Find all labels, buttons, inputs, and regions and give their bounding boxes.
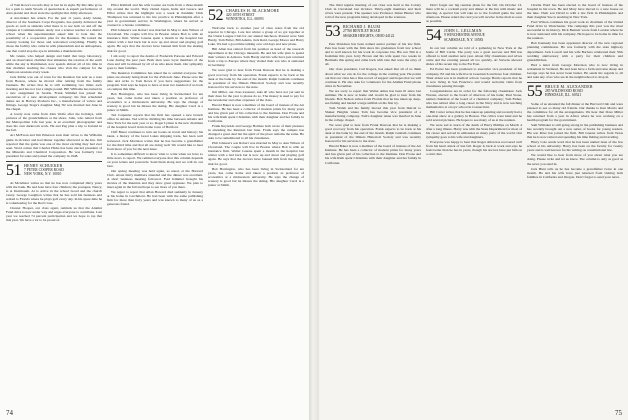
address-line: 27760 BENTLEY ROAD bbox=[343, 29, 381, 34]
class-header-53 bbox=[325, 22, 421, 39]
paragraph: Bill Allen has retired from his position as head of the research department at the Chicago museum. He and his wife plan to spend their winters in Arizona. Sam Hardy and his wife have just returned from a trip to Europe where they visited their son who is stationed in Germany. bbox=[208, 47, 304, 68]
paragraph: Tom Walsh and his family moved this year from Detroit to Shaker Heights where Tom has become vice president of a manufacturing company. Tom's daughter Anne was married in June in the college chapel. bbox=[325, 105, 421, 123]
paragraph: Ed Porter has been promoted to executive vice president of his company. Ed and his wife live in Greenwich and have four children. Their eldest son is in medical school. George Harris reports that he is now living in San Francisco and would welcome visits from classmates passing through. bbox=[426, 67, 522, 88]
paragraph: Bob Harrington, who has been living in Switzerland for ten years, has come home and taken a position as professor of economics at a midwestern university. He says the change of scenery is good but he misses the skiing. His daughter Carol is a junior at Smith. bbox=[107, 91, 203, 113]
paragraph: Jack Kibbe was out of town for the Reunion but sent us a note from Boston, where he moved after retiring from the family business. He writes that he is still swimming two miles each morning and has not lost a single pound. Bill Williams has turned in a new assignment in Seattle. Frank Stimmel has joined the executives of a new development company; his first scheduled duties are in Harvey Products Inc., a manufacturer of valves and fittings. George Stage's daughter Meg '82 was married last June in the chapel. bbox=[6, 74, 102, 112]
address-line: 9 WINCHESTER AVENUE bbox=[444, 33, 485, 38]
class-number: 55 bbox=[527, 82, 542, 100]
paragraph: Bob Kennedy has been appointed director of the new regional planning commission. He was formerly with the state highway department. Jack Lowell and his wife Barbara celebrated their 35th wedding anniversary with a party for their children and grandchildren. bbox=[527, 41, 623, 62]
right-column-3 bbox=[527, 3, 623, 411]
class-number: 51 bbox=[6, 161, 21, 179]
page-gutter bbox=[309, 0, 319, 420]
class-secretary-name: JOHN L. LELLMAN bbox=[444, 28, 482, 34]
paragraph: Welcome back to another year of class notes from the old reporter in Chicago. Late last winter a group of us got together at the Union League Club for our annual luncheon. Present were Sam Hardy, Tom Fuller, Bill Adams, Jack Reid, George Moore and Harry Lake. We had a good time talking over old days and new plans. bbox=[208, 26, 304, 47]
class-header-54 bbox=[426, 26, 522, 43]
paragraph: We were sad to learn of the death of Harry Phillips on March 4 after a long illness. Harry was with the State Department for most of his career and served in embassies in many parts of the world. Our sympathy goes to his wife and daughters. bbox=[426, 123, 522, 140]
class-address bbox=[226, 9, 279, 22]
class-secretary-name: CHARLES H. BLACKMORE bbox=[226, 8, 280, 13]
address-line: 7 PETER COOPER ROAD bbox=[24, 167, 64, 172]
paragraph: Al McAlister writes us that he has now completed thirty years with the bank. He and Jean have four children; the youngest, Nancy, is at Dartmouth. Al is active in the school board and the church vestry. George Laughton writes that he has sold his business and retired to Florida where he plays golf every day. In his spare time he is volunteering for the Red Cross. bbox=[6, 180, 102, 205]
class-number: 53 bbox=[325, 23, 340, 41]
paragraph: Some of us attended the fall dinner at the Harvard Club and were pleased to see so many old friends. Our thanks to Ken Morris and the committee for all the arrangements. We hear that Dave Miller has returned from a year in Africa where he was working on a health program for the government. bbox=[527, 101, 623, 123]
paragraph: Congratulations are in order for the following classmates: Jack Warren, elected to the board of directors of his bank; Paul Stone, named chairman of the board of a chemical company; Tom Fisher, who has retired after a long career in the Navy and is now teaching mathematics at a boys' school in Connecticut. bbox=[426, 88, 522, 109]
address-line: WINNETKA, ILL. 60093 bbox=[226, 17, 264, 22]
address-line: SHAKER HEIGHTS, OHIO 44122 bbox=[343, 33, 395, 38]
paragraph: Sam Whitaker is still going strong in the publishing business and has recently brought out a new series of books for young readers. His son Peter has joined the firm. Bill Greene writes from Texas that he is now retired and spending his time fishing and traveling. bbox=[527, 123, 623, 140]
address-line: SCARSDALE, N.Y. 10583 bbox=[444, 37, 484, 42]
paragraph: Jim Miller, our class treasurer, asks all who have not yet sent in their dues for the year to please do so. The money is used to pay for the newsletter and other expenses of the class. bbox=[208, 89, 304, 102]
class-secretary-name: BRUCE M. ALEXANDER bbox=[545, 83, 593, 89]
paragraph: Elliot Kimball and his wife Louise are back from a three-month trip around the world. They visited Japan, India and Greece and Elliot writes that the highlight was a week in Kashmir. Dick Thompson has returned to his law practice in Philadelphia after a year in government service in Washington, where he served as counsel to a Senate committee. bbox=[107, 3, 203, 28]
paragraph: I am sorry to report the deaths of Frederick Parsons and Edward Lane during the past year. Both men were loyal members of the class and will be missed by all of us who knew them. Our sympathy goes to their families. bbox=[107, 53, 203, 70]
paragraph: of Tom Rowe's records may at last be in sight. By this time grow for a path to tenth Woods of quarterback. A superb performance of Alex pianist and choir stole the spotlight that chilly afternoon. bbox=[6, 3, 102, 16]
paragraph: Fred Wilson continues his good work as chairman of the United Fund drive in Westchester. The campaign this year was the most successful in its history. Dick Bennett wrote from London where he is now stationed with his company. He hopes to be home in time for the reunion. bbox=[527, 20, 623, 41]
paragraph: Phil Johnson's son Robert was married in May to Ann Wilson of Cleveland. The couple will live in Boston where Bob is with an insurance firm. Walter Greene spent a month in the hospital last winter with a bad back but is now up and about and playing golf again. He says that the doctors have banned him from the skating rink for good. bbox=[208, 141, 304, 166]
left-column-2 bbox=[107, 3, 203, 411]
paragraph: We were glad to hear from Frank Dawson that he is making a good recovery from his operation. Frank expects to be back at his desk at the bank by the end of the month. Ralph Graham continues as president of the Illinois Historical Society and was recently honored for his services to the state. bbox=[208, 68, 304, 89]
paragraph: Our class president, Carl Rogers, has asked that all of us think about what we can do for the college in the coming year. He points out that our class has a fine record of support and hopes that we will continue it. He also asks for volunteers for the Alumni Fund phone drive in November. bbox=[325, 67, 421, 88]
paragraph: Cliff Bauer continues to turn out books on travel and history; his latest, a history of the Great Lakes shipping trade, has been well reviewed. Jack Morrison writes that he has become a grandfather for the third time and that all are doing well. We would like to hear from more of you for the next issue. bbox=[107, 130, 203, 151]
paragraph: Chester Hooper, our class agent, reminds us that the Alumni Fund drive is now under way and urges everyone to contribute. Last year we reached 74 percent participation and we hope to top that this year. We have a lot to be proud of. bbox=[6, 206, 102, 223]
class-address bbox=[343, 25, 394, 38]
address-line: 285 WILDWOOD ROAD bbox=[545, 89, 583, 94]
address-line: 420 10TH STREET bbox=[226, 13, 255, 18]
right-column-2 bbox=[426, 3, 522, 411]
address-line: HINSDALE, ILL. 60521 bbox=[545, 93, 582, 98]
left-column-3 bbox=[208, 3, 304, 411]
left-page bbox=[0, 0, 309, 420]
paragraph: Jack Hunt tells us he has become a grandfather twice in one month. He and his wife have just returned from visiting both families in California and Oregon. Don't forget to send your news. bbox=[527, 166, 623, 179]
paragraph: Charlie Ward has been elected to the board of trustees of the hospital in his town. He and Mary have moved to a new house on the lake. Their son David is with a law firm in Philadelphia and their daughter Sue is teaching in New York. bbox=[527, 3, 623, 20]
paragraph: Harold Baker is now a member of the board of trustees of the Art Institute. He has been a collector of modern prints for many years and has given part of his collection to the Institute. Don Evans and his wife Ruth spent Christmas with their daughter and her family in California. bbox=[325, 144, 421, 165]
right-column-1 bbox=[325, 3, 421, 411]
paragraph: Phil Johnson's son Robert was married in May to Ann Wilson of Cleveland. The couple will live in Boston where Bob is with an insurance firm. Walter Greene spent a month in the hospital last winter with a bad back but is now up and about and playing golf again. He says that the doctors have banned him from the skating rink for good. bbox=[107, 28, 203, 53]
class-header-55 bbox=[527, 82, 623, 99]
paragraph: Ted Carpenter reports that his firm has opened a new branch office in Atlanta. Ted will be dividing his time between Atlanta and New York for the next year or so. Roger Lyman is the new chairman of the hospital board in his home town of Hartford. bbox=[107, 113, 203, 130]
paragraph: Everyone was happy to hear that Roger Allen has recovered well from his heart attack of last fall. Roger is back at work and says he feels better than he has in years, though his doctors have put him on a strict diet. bbox=[426, 140, 522, 157]
class-secretary-name: HENRY SCHUEKER bbox=[24, 162, 63, 168]
paragraph: Frank Reynolds and George Holmes both wrote of their pleasure in attending the Reunion last June. Frank says the campus has changed a great deal but the spirit of the place remains the same. He asks to be remembered to all his classmates. bbox=[208, 124, 304, 141]
left-column-1 bbox=[6, 3, 102, 411]
class-address bbox=[545, 85, 593, 98]
right-page bbox=[319, 0, 628, 420]
class-header-51 bbox=[6, 161, 102, 178]
paragraph: Our spring meeting was held again, as usual, at the Harvard Club. About thirty members attended and the dinner was excellent. A short business meeting followed. Fred Kimmel brought his movies of the Reunion and they drew great applause. We plan to meet again in the fall and hope to see more of you there. bbox=[107, 168, 203, 190]
paragraph: Had a letter from George Morrison who is now living in retirement in Vermont. He and Jean have a farm and raise sheep and George says he has never been busier. He sends his regards to all and asks any of us who are in the neighborhood to drop in. bbox=[527, 62, 623, 79]
paragraph: Pete Davidson has been named senior partner of his law firm. Pete has been with the firm since his graduation from law school and is well known for his work in corporate law. His son Tim is a freshman this year. Jerry Brown and his wife spent two weeks in Bermuda this spring and came back with tans that were the envy of all. bbox=[325, 42, 421, 67]
paragraph: It is sometimes difficult to know what to write when we have so little news to report. We remind everyone that this column depends on your letters and postcards. Send them along and we will do our best. bbox=[107, 151, 203, 168]
paragraph: We are sorry to report that Walter Ames has been ill since last summer. He is now at home and would be glad to hear from his friends. Bob Nelson writes from Florida that he has taken up deep-sea fishing and landed a large sailfish on his first try. bbox=[325, 88, 421, 105]
paragraph: We were glad to hear from Frank Dawson that he is making a good recovery from his operation. Frank expects to be back at his desk at the bank by the end of the month. Ralph Graham continues as president of the Illinois Historical Society and was recently honored for his services to the state. bbox=[325, 123, 421, 144]
class-number: 54 bbox=[426, 27, 441, 45]
paragraph: The third regular meeting of our class was held at the Colony Club in Cleveland last October. Thirty-eight members and their wives were present. The speaker was Professor James Hunter who told of the new programs being developed in the sciences. bbox=[325, 3, 421, 20]
class-address bbox=[24, 164, 64, 177]
class-number: 52 bbox=[208, 7, 223, 24]
page-number-right: 75 bbox=[615, 409, 622, 417]
paragraph: We regret to report that Allan Howard died suddenly in January at his home in Larchmont. He had been with the same publishing firm for more than forty years and was known to many of us as a generous friend. bbox=[107, 190, 203, 207]
paragraph: Art McEwan and Jim Emerson took their wives to the Williams game in October and had dinner together afterward at the Inn. Jim reported that the game was one of the most exciting they had ever seen. Word comes that Charles Hicks has been elected president of the Minerals and Chemical Corporation. He was formerly vice president for sales and joined the company in 1948. bbox=[6, 133, 102, 158]
class-secretary-name: RICHARD J. BLUM bbox=[343, 24, 381, 30]
class-header-52 bbox=[208, 6, 304, 23]
page-number-left: 74 bbox=[6, 409, 13, 417]
paragraph: Harold Baker is now a member of the board of trustees of the Art Institute. He has been a collector of modern prints for many years and has given part of his collection to the Institute. Don Evans and his wife Ruth spent Christmas with their daughter and her family in California. bbox=[208, 102, 304, 124]
address-line: NEW YORK, N.Y. 10010 bbox=[24, 172, 62, 177]
paragraph: Bill Carter writes that he has taken up painting and recently had a one-man show at a gallery in Boston. The critics were kind and he sold several pictures. He hopes to see many of us at the reunion. bbox=[426, 109, 522, 123]
paragraph: In our last column we told of a gathering in New York at the home of Bill Curtis. The party was a great success and Bill has offered to hold another next year. About fifty classmates and wives came and the evening passed all too quickly. Al Stevens showed slides of his recent trip to the Far East. bbox=[426, 46, 522, 67]
paragraph: We would like to hear from more of you about what you are doing. Please write and let us know. The column is only as good as the news you send in. bbox=[527, 153, 623, 166]
paragraph: Mr. Glenn, who helped design and build that large laboratory, and an observation chamber that simulates the rotation of the earth while the sky is illuminated, now spends almost all of his time in that chamber teaching the classes who visit the campus for the afternoon sessions every week. bbox=[6, 53, 102, 74]
class-address bbox=[444, 29, 485, 42]
paragraph: Don't forget our big reunion plans for the fall. On October 13, there will be a cocktail party and dinner at the Inn with music and dancing. A special bus will take us to the football game the next afternoon. Please return the card you will receive in the mail as soon as possible. bbox=[426, 3, 522, 24]
paragraph: A star-maker has arisen. For the past 11 years, Andy Glenn, director of the Southern Corps Programs, has quietly delivered the goods as well as students what there is to see both on and off the campus at Commencement. Andy was a science teacher at a district school when his superintendent asked him to look into the possibility of a cooperative plan for the Reunion. He toured the country looking for those and welcomed everything. Finally he chose the facility who came in with planetarium and an atmosphere, one that could stop the eye in stimulus a thunderstorm. bbox=[6, 16, 102, 53]
paragraph: A lovely note came from John Wolfe after the holidays, with pictures of the grandchildren at the shore. John, who retired from the Metropolitan Life last year, is an excellent photographer and does his own darkroom work. He and Peg plan a trip to Ireland in the fall. bbox=[6, 112, 102, 133]
paragraph: Bob Harrington, who has been living in Switzerland for ten years, has come home and taken a position as professor of economics at a midwestern university. He says the change of scenery is good but he misses the skiing. His daughter Carol is a junior at Smith. bbox=[208, 166, 304, 187]
paragraph: Harry Cole sends word that he has been named dean of the law school at his university. Harry has been on the faculty for twenty years and is well known for his writing on constitutional law. bbox=[527, 140, 623, 153]
paragraph: The Reunion Committee has asked me to remind everyone that plans are already being made for the 45th next June. Please save the date and write to Tom Rowe if you have suggestions for the program. Tom says he hopes to have at least two hundred of us back on campus this time. bbox=[107, 70, 203, 91]
